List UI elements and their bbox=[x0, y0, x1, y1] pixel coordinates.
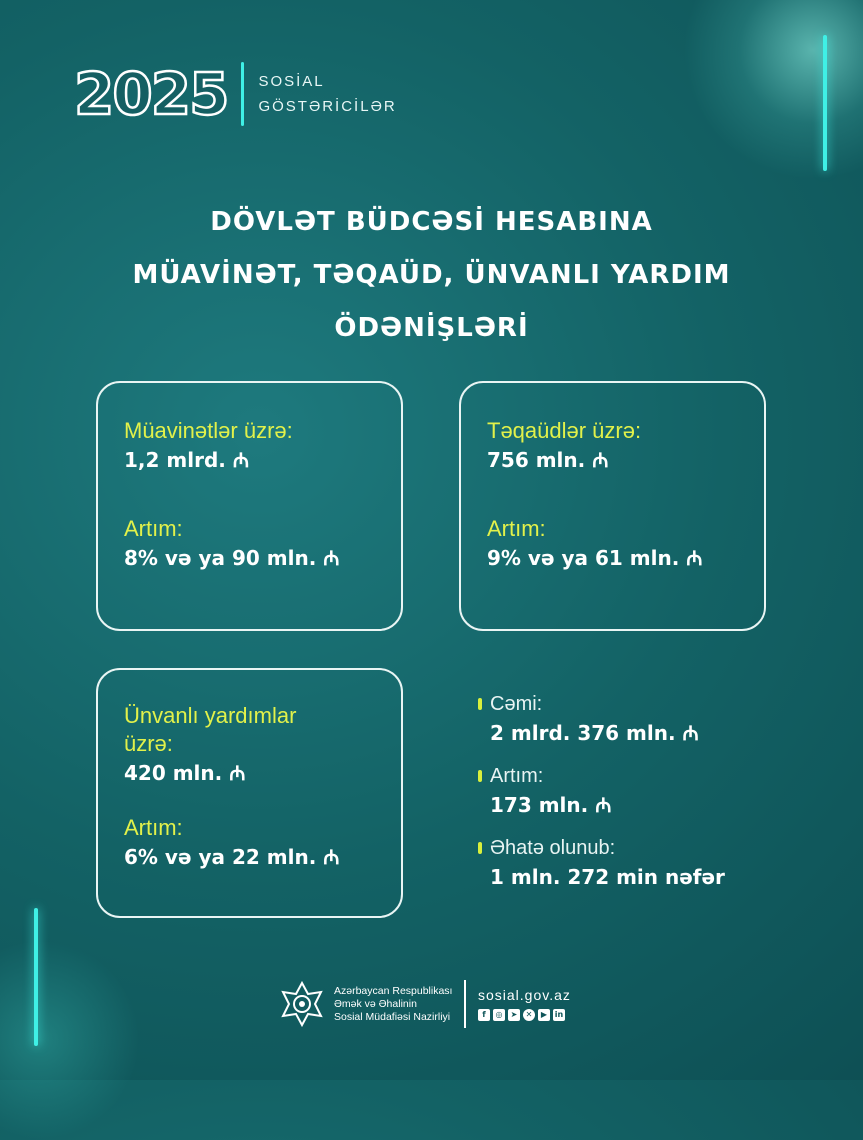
youtube-icon[interactable]: ▶ bbox=[538, 1009, 550, 1021]
targeted-aid-value: 420 mln. ₼ bbox=[124, 761, 246, 785]
targeted-aid-growth-label: Artım: bbox=[124, 815, 183, 840]
coverage-label: Əhatə olunub: bbox=[490, 837, 616, 859]
benefits-growth-value: 8% və ya 90 mln. ₼ bbox=[124, 546, 340, 570]
benefits-growth-label: Artım: bbox=[124, 516, 183, 541]
benefits-card bbox=[96, 381, 403, 631]
x-icon[interactable]: ✕ bbox=[523, 1009, 535, 1021]
header bbox=[74, 62, 397, 126]
targeted-aid-growth-value: 6% və ya 22 mln. ₼ bbox=[124, 845, 340, 869]
pensions-label: Təqaüdlər üzrə: bbox=[487, 418, 642, 443]
pensions-value: 756 mln. ₼ bbox=[487, 448, 609, 472]
summary-list bbox=[478, 690, 725, 906]
summary-coverage bbox=[478, 834, 725, 892]
linkedin-icon[interactable]: in bbox=[554, 1010, 564, 1019]
growth-label: Artım: bbox=[490, 765, 544, 787]
pensions-card bbox=[459, 381, 766, 631]
total-label: Cəmi: bbox=[490, 693, 543, 715]
accent-line-right bbox=[823, 35, 827, 171]
benefits-label: Müavinətlər üzrə: bbox=[124, 418, 293, 443]
footer-contact bbox=[478, 987, 571, 1021]
coverage-value: 1 mln. 272 min nəfər bbox=[490, 865, 725, 889]
ministry-name bbox=[334, 985, 452, 1024]
title-line2: MÜAVİNƏT, TƏQAÜD, ÜNVANLI YARDIM bbox=[132, 260, 731, 290]
pensions-growth-label: Artım: bbox=[487, 516, 546, 541]
corner-glow-bottom bbox=[0, 940, 140, 1140]
pensions-growth-value: 9% və ya 61 mln. ₼ bbox=[487, 546, 703, 570]
total-value: 2 mlrd. 376 mln. ₼ bbox=[490, 721, 699, 745]
targeted-aid-card bbox=[96, 668, 403, 918]
summary-growth bbox=[478, 762, 725, 820]
year-title: 2025 bbox=[74, 60, 228, 128]
bullet-bar bbox=[478, 770, 482, 782]
page-title bbox=[0, 196, 863, 355]
footer-divider bbox=[464, 980, 466, 1028]
website-link[interactable]: sosial.gov.az bbox=[477, 987, 571, 1003]
org-line2: Əmək və Əhalinin bbox=[334, 997, 417, 1010]
tagline-line2: GÖSTƏRİCİLƏR bbox=[258, 98, 397, 115]
targeted-aid-label-line1: Ünvanlı yardımlar bbox=[124, 703, 297, 728]
footer bbox=[278, 980, 571, 1028]
accent-line-left bbox=[34, 908, 38, 1046]
bullet-bar bbox=[478, 842, 482, 854]
bullet-bar bbox=[478, 698, 482, 710]
growth-value: 173 mln. ₼ bbox=[490, 793, 612, 817]
facebook-icon[interactable]: f bbox=[478, 1009, 490, 1021]
tagline-line1: SOSİAL bbox=[258, 73, 325, 90]
tagline bbox=[258, 69, 396, 119]
header-divider bbox=[241, 62, 244, 126]
title-line1: DÖVLƏT BÜDCƏSİ HESABINA bbox=[210, 207, 653, 237]
ministry-emblem-icon bbox=[278, 980, 326, 1028]
org-line1: Azərbaycan Respublikası bbox=[334, 984, 453, 997]
benefits-value: 1,2 mlrd. ₼ bbox=[124, 448, 250, 472]
org-line3: Sosial Müdafiəsi Nazirliyi bbox=[334, 1010, 451, 1023]
social-icons bbox=[478, 1009, 571, 1021]
instagram-icon[interactable]: ◎ bbox=[493, 1009, 505, 1021]
targeted-aid-label-line2: üzrə: bbox=[124, 731, 173, 756]
corner-glow bbox=[683, 0, 863, 180]
summary-total bbox=[478, 690, 725, 748]
title-line3: ÖDƏNİŞLƏRİ bbox=[334, 313, 529, 343]
telegram-icon[interactable]: ➤ bbox=[508, 1009, 520, 1021]
